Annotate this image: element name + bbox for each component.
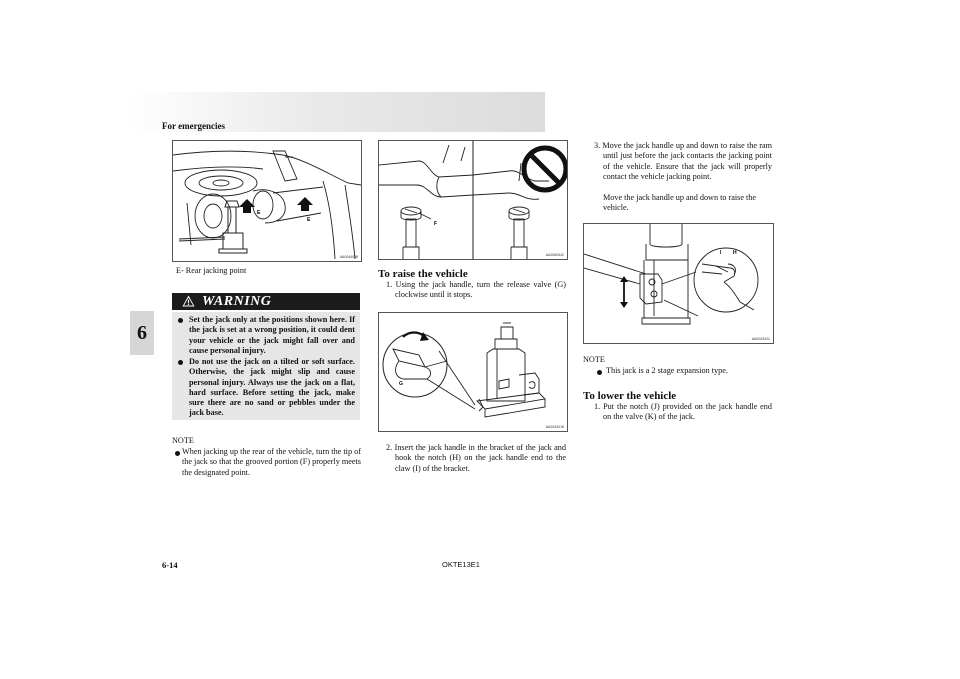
bullet-icon [178, 360, 183, 365]
rear-jacking-illustration [173, 141, 361, 261]
jack-tip-illustration [379, 141, 567, 259]
warning-heading: WARNING [202, 294, 272, 309]
figure2-label-f: F [434, 221, 438, 227]
bullet-icon [178, 318, 183, 323]
figure-release-valve [378, 312, 568, 432]
warning-box [172, 312, 360, 420]
note-item-right: This jack is a 2 stage expansion type. [606, 366, 728, 375]
note-label-left: NOTE [172, 436, 194, 445]
warning-item-1: Set the jack only at the positions shown here. If the jack is set at a wrong position, it could dent your vehicle or the jack might fall over and cause personal injury. [189, 315, 355, 355]
figure-jack-tip [378, 140, 568, 260]
warning-icon [182, 295, 195, 307]
figure1-label-e-1: E [257, 210, 261, 216]
figure1-id: AA0044088 [339, 255, 358, 259]
figure4-id: AA0043421 [751, 337, 770, 341]
figure-jack-handle [583, 223, 774, 344]
raise-step-3b: Move the jack handle up and down to raise the vehicle. [603, 193, 757, 213]
figure4-label-h: H [733, 250, 737, 256]
figure4-label-i: I [720, 250, 722, 256]
figure3-label-g: G [399, 381, 403, 387]
bullet-icon [597, 370, 602, 375]
raise-step-1: 1. Using the jack handle, turn the release valve (G) clockwise until it stops. [386, 280, 566, 300]
warning-header [172, 293, 360, 310]
jack-handle-illustration [584, 224, 773, 343]
bullet-icon [175, 451, 180, 456]
figure1-caption: E- Rear jacking point [176, 266, 247, 275]
raise-step-2: 2. Insert the jack handle in the bracket of the jack and hook the notch (H) on the jack handle end to the claw (I) of the bracket. [386, 443, 566, 473]
chapter-number: 6 [137, 322, 147, 344]
note-label-right: NOTE [583, 355, 605, 364]
figure3-id: AA0043418 [545, 425, 564, 429]
doc-code: OKTE13E1 [442, 560, 480, 569]
release-valve-illustration [379, 313, 567, 431]
note-item-left: When jacking up the rear of the vehicle, turn the tip of the jack so that the grooved portion (F) properly meets the designated point. [182, 447, 361, 477]
chapter-tab [130, 311, 154, 355]
heading-raise-vehicle: To raise the vehicle [378, 268, 468, 280]
warning-item-2: Do not use the jack on a tilted or soft surface. Otherwise, the jack might slip and cause personal injury. Always use the jack on a flat, hard surface. Before setting the jack, make sure there are no sand or pebbles under the jack base. [189, 357, 355, 418]
section-title: For emergencies [162, 121, 226, 131]
lower-step-1: 1. Put the notch (J) provided on the jack handle end on the valve (K) of the jack. [594, 402, 772, 422]
heading-lower-vehicle: To lower the vehicle [583, 390, 677, 402]
page-number: 6-14 [162, 560, 178, 570]
figure1-label-e-2: E [307, 217, 311, 223]
raise-step-3: 3. Move the jack handle up and down to raise the ram until just before the jack contacts the jacking point of the vehicle. Ensure that the jack will properly contact the vehicle jacking point. [594, 141, 772, 182]
figure2-id: AA0060442 [545, 253, 564, 257]
figure-rear-jacking-point [172, 140, 362, 262]
